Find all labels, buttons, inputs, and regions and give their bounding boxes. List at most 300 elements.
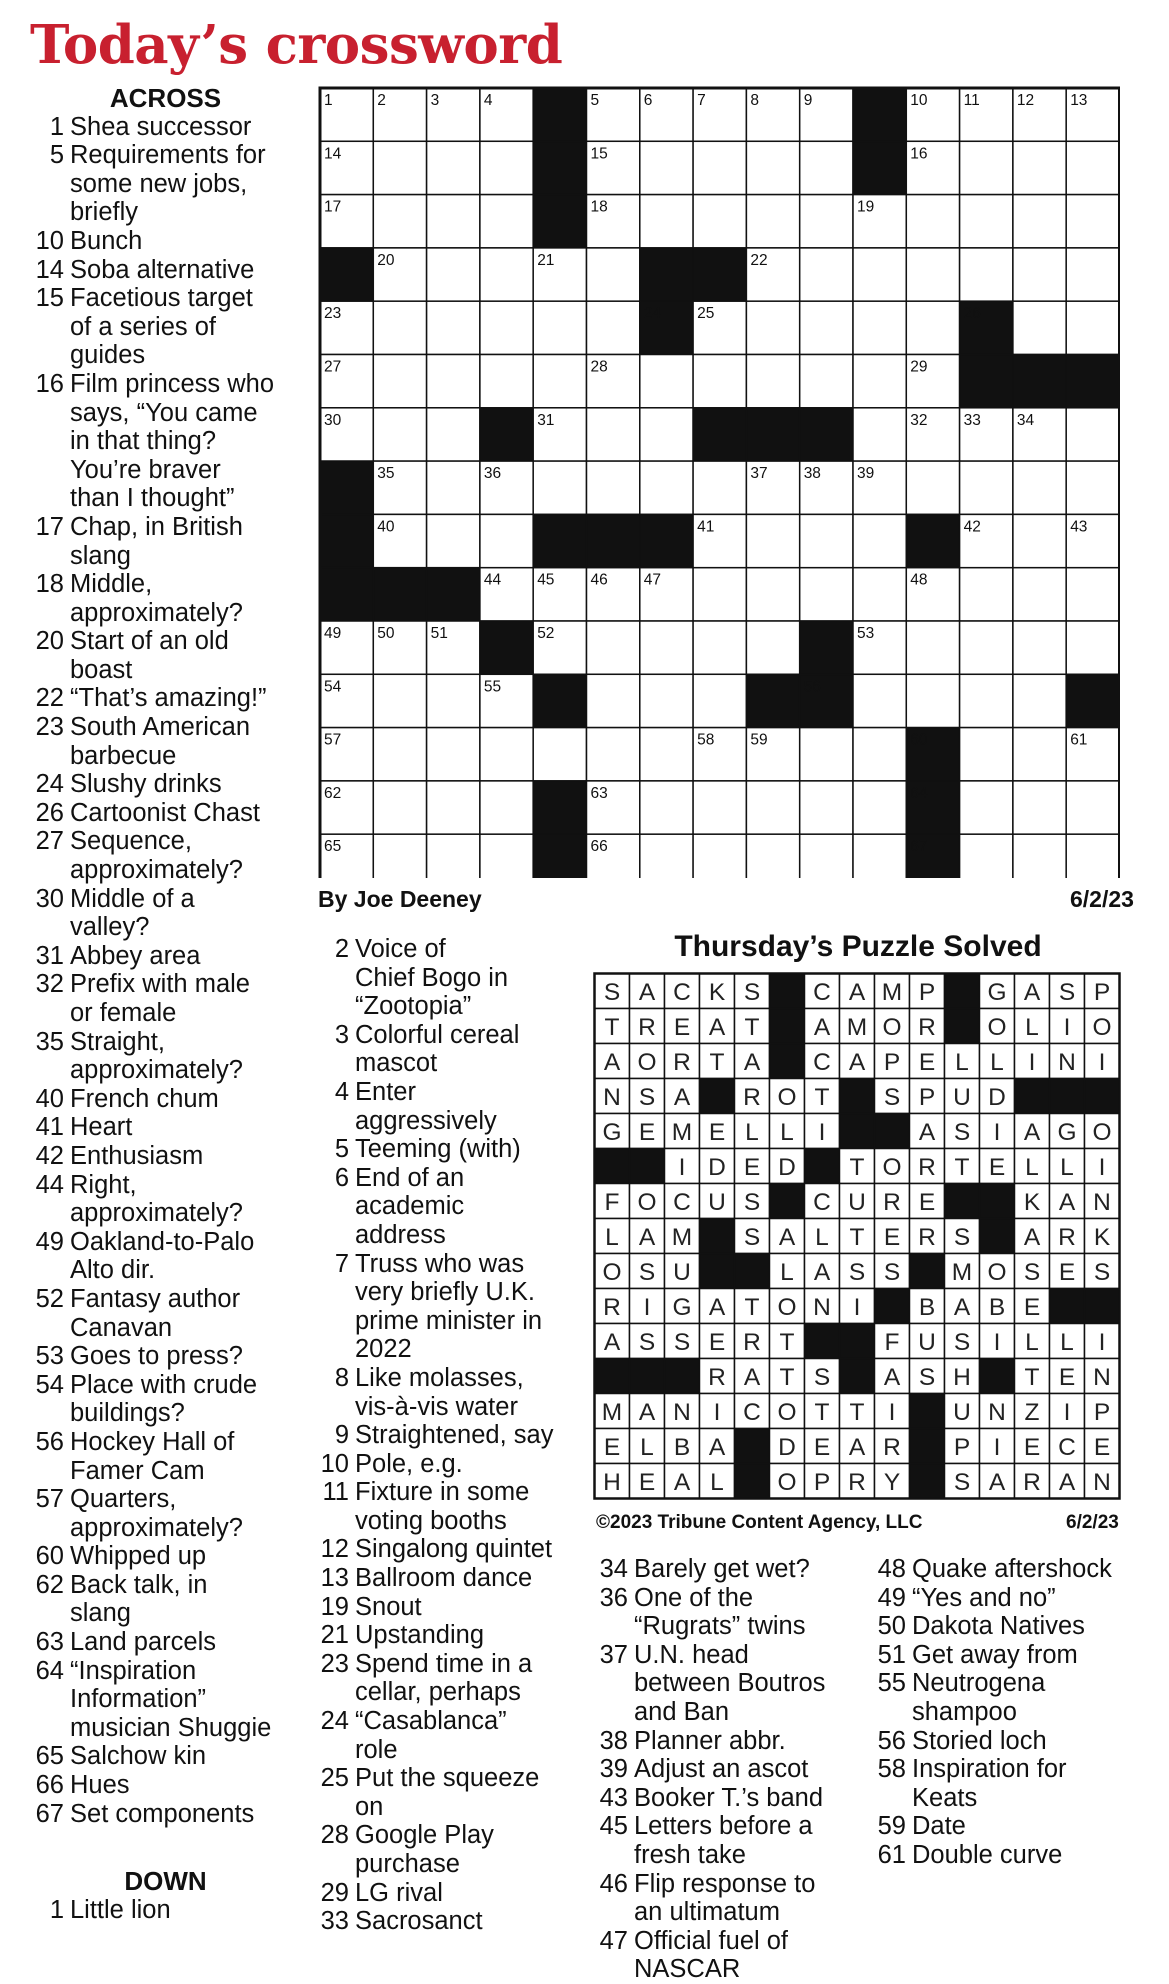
grid-cell[interactable] — [427, 408, 480, 461]
cell-number: 36 — [483, 465, 502, 483]
clue-text-line: approximately? — [70, 1513, 243, 1542]
grid-cell[interactable] — [853, 248, 906, 301]
black-square — [910, 1429, 945, 1464]
clue-text-line: Information” — [70, 1685, 207, 1714]
grid-cell[interactable] — [640, 834, 693, 878]
clue-across-41 — [28, 1113, 303, 1142]
clue-text-line: Neutrogena — [912, 1669, 1046, 1698]
cell-number: 33 — [963, 411, 981, 429]
grid-cell[interactable] — [373, 355, 426, 408]
grid-cell[interactable] — [587, 408, 640, 461]
grid-cell[interactable] — [853, 834, 906, 878]
grid-cell[interactable] — [533, 301, 586, 354]
grid-cell[interactable] — [693, 461, 746, 514]
grid-cell[interactable] — [587, 248, 640, 301]
grid-cell[interactable] — [427, 834, 480, 878]
solution-letter: I — [993, 1119, 1001, 1147]
grid-cell[interactable] — [800, 514, 853, 567]
copyright-notice: ©2023 Tribune Content Agency, LLC — [596, 1512, 923, 1533]
solution-letter: S — [883, 1084, 901, 1112]
solution-letter: L — [640, 1434, 654, 1462]
grid-cell[interactable] — [640, 621, 693, 674]
grid-cell[interactable] — [853, 568, 906, 621]
cell-number: 13 — [1070, 92, 1088, 109]
grid-cell[interactable] — [1066, 195, 1119, 248]
grid-cell[interactable] — [373, 728, 426, 781]
grid-cell[interactable] — [480, 834, 533, 878]
grid-cell[interactable] — [427, 301, 480, 354]
solution-letter: L — [780, 1119, 794, 1147]
clue-across-53 — [28, 1342, 303, 1371]
grid-cell[interactable] — [746, 141, 799, 194]
solution-letter: N — [1093, 1469, 1111, 1497]
clue-text-line: Singalong quintet — [355, 1535, 553, 1564]
grid-cell[interactable] — [960, 568, 1013, 621]
black-square — [800, 621, 853, 674]
black-square — [910, 1394, 945, 1429]
solution-letter: O — [602, 1259, 622, 1287]
grid-cell[interactable] — [800, 834, 853, 878]
black-square — [533, 781, 586, 834]
grid-cell[interactable] — [1013, 141, 1066, 194]
down-clues-col1 — [28, 1867, 303, 1924]
solution-letter: C — [1058, 1434, 1076, 1462]
grid-cell[interactable] — [800, 141, 853, 194]
clue-text-line: role — [355, 1735, 398, 1764]
grid-cell[interactable] — [373, 301, 426, 354]
grid-cell[interactable] — [960, 834, 1013, 878]
grid-cell[interactable] — [1013, 514, 1066, 567]
clue-down-58 — [870, 1755, 1160, 1812]
grid-cell[interactable] — [693, 781, 746, 834]
grid-cell[interactable] — [1066, 141, 1119, 194]
grid-cell[interactable] — [427, 248, 480, 301]
clue-number: 24 — [320, 1707, 349, 1736]
solution-letter: H — [603, 1469, 621, 1497]
solution-letter: A — [708, 1294, 726, 1322]
black-square — [693, 248, 746, 301]
grid-cell[interactable] — [853, 728, 906, 781]
solution-letter: A — [848, 1434, 866, 1462]
clue-number: 1 — [49, 1895, 64, 1924]
clue-text-line: Colorful cereal — [355, 1020, 520, 1049]
grid-cell[interactable] — [1066, 781, 1119, 834]
black-square — [1066, 355, 1119, 408]
solution-letter: R — [883, 1189, 901, 1217]
grid-cell[interactable] — [640, 355, 693, 408]
clue-text-line: Ballroom dance — [355, 1564, 533, 1593]
clue-across-15 — [28, 284, 303, 370]
cell-number: 26 — [963, 305, 981, 323]
clue-text-line: Quake aftershock — [912, 1555, 1112, 1583]
clue-down-34 — [592, 1555, 867, 1584]
grid-cell[interactable] — [853, 355, 906, 408]
clue-number: 29 — [320, 1878, 349, 1907]
grid-cell[interactable] — [427, 195, 480, 248]
grid-cell[interactable] — [427, 514, 480, 567]
grid-cell[interactable] — [960, 781, 1013, 834]
grid-cell[interactable] — [1013, 195, 1066, 248]
grid-cell[interactable] — [1013, 301, 1066, 354]
grid-cell[interactable] — [640, 195, 693, 248]
clue-text-line: Put the squeeze — [355, 1764, 540, 1793]
grid-cell[interactable] — [693, 568, 746, 621]
grid-cell[interactable] — [906, 248, 959, 301]
cell-number: 10 — [910, 92, 928, 109]
solution-letter: O — [882, 1154, 902, 1182]
clue-across-57 — [28, 1485, 303, 1542]
grid-cell[interactable] — [587, 461, 640, 514]
grid-cell[interactable] — [800, 301, 853, 354]
clue-number: 63 — [35, 1628, 64, 1657]
grid-cell[interactable] — [746, 195, 799, 248]
solution-letter: A — [1023, 1224, 1041, 1252]
cell-number: 4 — [483, 92, 493, 109]
clue-number: 56 — [35, 1427, 64, 1456]
clue-number: 34 — [599, 1555, 628, 1583]
solution-letter: E — [988, 1154, 1006, 1182]
solution-letter: T — [814, 1084, 830, 1112]
grid-cell[interactable] — [373, 141, 426, 194]
grid-cell[interactable] — [906, 621, 959, 674]
clue-across-17 — [28, 513, 303, 570]
byline-author: By Joe Deeney — [318, 886, 482, 912]
clue-text-line: Enthusiasm — [70, 1141, 204, 1170]
clue-text-line: Truss who was — [355, 1249, 525, 1278]
grid-cell[interactable] — [746, 834, 799, 878]
clue-text-line: Booker T.’s band — [634, 1783, 824, 1812]
cell-number: 16 — [910, 145, 928, 163]
solution-letter: C — [813, 1049, 831, 1077]
grid-cell[interactable] — [587, 674, 640, 727]
grid-cell[interactable] — [746, 514, 799, 567]
solution-letter: M — [881, 979, 903, 1007]
grid-cell[interactable] — [1066, 568, 1119, 621]
solution-letter: A — [603, 1329, 621, 1357]
clue-text-line: Land parcels — [70, 1628, 217, 1657]
clue-number: 10 — [320, 1449, 349, 1478]
cell-number: 18 — [590, 198, 608, 216]
grid-cell[interactable] — [800, 728, 853, 781]
grid-cell[interactable] — [800, 781, 853, 834]
solution-letter: E — [813, 1434, 831, 1462]
clue-text-line: musician Shuggie — [70, 1713, 272, 1742]
grid-cell[interactable] — [1013, 248, 1066, 301]
clue-text-line: Fantasy author — [70, 1284, 241, 1313]
grid-cell[interactable] — [853, 674, 906, 727]
grid-cell[interactable] — [960, 621, 1013, 674]
solution-letter: K — [1023, 1189, 1041, 1217]
black-square — [640, 248, 693, 301]
cell-number: 66 — [590, 838, 608, 856]
clue-down-7 — [313, 1250, 583, 1364]
grid-cell[interactable] — [480, 355, 533, 408]
grid-cell[interactable] — [800, 195, 853, 248]
clue-number: 31 — [35, 941, 64, 970]
black-square — [665, 1359, 700, 1394]
grid-cell[interactable] — [587, 728, 640, 781]
clue-text-line: fresh take — [634, 1840, 746, 1869]
grid-cell[interactable] — [906, 674, 959, 727]
solution-letter: A — [1058, 1469, 1076, 1497]
cell-number: 62 — [324, 784, 342, 802]
solution-letter: A — [1023, 979, 1041, 1007]
grid-cell[interactable] — [373, 674, 426, 727]
solution-letter: T — [744, 1014, 760, 1042]
clue-number: 46 — [599, 1869, 628, 1898]
grid-cell[interactable] — [480, 728, 533, 781]
grid-cell[interactable] — [587, 301, 640, 354]
clue-text-line: Planner abbr. — [634, 1726, 786, 1755]
clue-text-line: Chief Bogo in — [355, 963, 509, 992]
cell-number: 52 — [537, 625, 555, 642]
grid-cell[interactable] — [693, 834, 746, 878]
grid-cell[interactable] — [480, 514, 533, 567]
clue-across-1 — [28, 113, 303, 142]
grid-cell[interactable] — [1013, 674, 1066, 727]
clue-text-line: guides — [70, 341, 146, 370]
solution-letter: S — [603, 979, 621, 1007]
clue-text-line: “Rugrats” twins — [634, 1612, 806, 1641]
clue-text-line: address — [355, 1220, 446, 1249]
grid-cell[interactable] — [746, 781, 799, 834]
grid-cell[interactable] — [480, 248, 533, 301]
grid-cell[interactable] — [693, 621, 746, 674]
solution-letter: O — [882, 1014, 902, 1042]
grid-cell[interactable] — [1013, 781, 1066, 834]
clue-number: 41 — [35, 1113, 64, 1142]
black-square — [1066, 674, 1119, 727]
clue-text-line: Straightened, say — [355, 1421, 554, 1450]
black-square — [1013, 355, 1066, 408]
grid-cell[interactable] — [427, 461, 480, 514]
clue-text-line: Set components — [70, 1799, 255, 1828]
solution-letter: A — [848, 1049, 866, 1077]
clue-down-48 — [870, 1555, 1160, 1584]
solution-letter: S — [638, 1259, 656, 1287]
solution-letter: O — [987, 1014, 1007, 1042]
grid-cell[interactable] — [693, 195, 746, 248]
grid-cell[interactable] — [640, 141, 693, 194]
grid-cell[interactable] — [480, 301, 533, 354]
grid-cell[interactable] — [960, 195, 1013, 248]
clue-number: 36 — [599, 1583, 628, 1612]
solution-letter: A — [638, 979, 656, 1007]
cell-number: 59 — [750, 731, 768, 749]
clue-across-16 — [28, 370, 303, 513]
grid-cell[interactable] — [427, 141, 480, 194]
grid-cell[interactable] — [533, 355, 586, 408]
clue-down-13 — [313, 1564, 583, 1593]
clue-text-line: Hockey Hall of — [70, 1427, 235, 1456]
grid-cell[interactable] — [640, 728, 693, 781]
solution-letter: Y — [883, 1469, 901, 1497]
grid-cell[interactable] — [1013, 621, 1066, 674]
black-square — [630, 1359, 665, 1394]
black-square — [480, 621, 533, 674]
grid-cell[interactable] — [480, 195, 533, 248]
clue-down-9 — [313, 1421, 583, 1450]
grid-cell[interactable] — [427, 728, 480, 781]
grid-cell[interactable] — [960, 141, 1013, 194]
black-square — [700, 1219, 735, 1254]
grid-cell[interactable] — [1013, 728, 1066, 781]
clue-across-40 — [28, 1085, 303, 1114]
black-square — [840, 1324, 875, 1359]
grid-cell[interactable] — [746, 568, 799, 621]
black-square — [980, 1184, 1015, 1219]
clue-number: 56 — [877, 1726, 906, 1755]
cell-number: 53 — [857, 625, 875, 642]
across-clues — [28, 84, 303, 1828]
grid-cell[interactable] — [853, 408, 906, 461]
cell-number: 35 — [377, 465, 395, 483]
clue-number: 23 — [35, 713, 64, 742]
black-square — [320, 248, 373, 301]
solution-letter: I — [818, 1119, 826, 1147]
clue-number: 24 — [35, 770, 64, 799]
grid-cell[interactable] — [1066, 834, 1119, 878]
grid-cell[interactable] — [1066, 408, 1119, 461]
solution-letter: C — [673, 1189, 691, 1217]
solution-letter: L — [815, 1224, 829, 1252]
clue-text-line: in that thing? — [70, 427, 217, 456]
grid-cell[interactable] — [373, 781, 426, 834]
down-clues-col4 — [870, 1555, 1160, 1870]
solution-letter: O — [1092, 1014, 1112, 1042]
grid-cell[interactable] — [853, 781, 906, 834]
clue-text-line: than I thought” — [70, 484, 235, 513]
solution-letter: A — [918, 1119, 936, 1147]
clue-number: 30 — [35, 884, 64, 913]
grid-cell[interactable] — [640, 461, 693, 514]
solution-letter: S — [813, 1364, 831, 1392]
clue-number: 28 — [320, 1821, 349, 1850]
clue-number: 12 — [320, 1535, 349, 1564]
clue-down-6 — [313, 1164, 583, 1250]
grid-cell[interactable] — [1066, 461, 1119, 514]
clue-down-19 — [313, 1593, 583, 1622]
grid-cell[interactable] — [640, 674, 693, 727]
crossword-grid[interactable] — [318, 86, 1120, 878]
black-square — [587, 514, 640, 567]
grid-cell[interactable] — [373, 195, 426, 248]
black-square — [875, 1114, 910, 1149]
grid-cell[interactable] — [1013, 568, 1066, 621]
clue-number: 4 — [334, 1077, 349, 1106]
clue-text-line: Spend time in a — [355, 1649, 533, 1678]
cell-number: 20 — [377, 251, 395, 269]
black-square — [595, 1359, 630, 1394]
grid-cell[interactable] — [1066, 248, 1119, 301]
clue-text-line: slang — [70, 541, 131, 570]
grid-cell[interactable] — [1013, 834, 1066, 878]
grid-cell[interactable] — [1066, 621, 1119, 674]
grid-cell[interactable] — [480, 781, 533, 834]
solution-letter: I — [1098, 1154, 1106, 1182]
solution-letter: T — [849, 1224, 865, 1252]
cell-number: 46 — [590, 571, 608, 589]
solution-letter: U — [708, 1189, 726, 1217]
clue-text-line: Flip response to — [634, 1869, 816, 1898]
grid-cell[interactable] — [480, 141, 533, 194]
solution-letter: T — [1024, 1364, 1040, 1392]
grid-cell[interactable] — [960, 248, 1013, 301]
grid-cell[interactable] — [960, 674, 1013, 727]
grid-cell[interactable] — [800, 248, 853, 301]
grid-cell[interactable] — [800, 568, 853, 621]
solution-letter: L — [745, 1119, 759, 1147]
solution-letter: A — [953, 1294, 971, 1322]
grid-cell[interactable] — [800, 355, 853, 408]
solution-letter: F — [884, 1329, 900, 1357]
clue-number: 5 — [334, 1135, 349, 1164]
grid-cell[interactable] — [640, 781, 693, 834]
clue-text-line: Whipped up — [70, 1542, 207, 1571]
solution-letter: R — [918, 1014, 936, 1042]
grid-cell[interactable] — [906, 195, 959, 248]
solution-letter: L — [955, 1049, 969, 1077]
grid-cell[interactable] — [533, 728, 586, 781]
grid-cell[interactable] — [746, 621, 799, 674]
grid-cell[interactable] — [587, 621, 640, 674]
grid-cell[interactable] — [427, 674, 480, 727]
grid-cell[interactable] — [906, 461, 959, 514]
grid-cell[interactable] — [693, 141, 746, 194]
grid-cell[interactable] — [693, 355, 746, 408]
solution-letter: A — [778, 1224, 796, 1252]
clue-text-line: some new jobs, — [70, 169, 248, 198]
solution-letter: T — [849, 1399, 865, 1427]
grid-cell[interactable] — [853, 514, 906, 567]
grid-cell[interactable] — [746, 355, 799, 408]
grid-cell[interactable] — [373, 408, 426, 461]
solution-letter: E — [673, 1014, 691, 1042]
black-square — [1050, 1289, 1085, 1324]
solution-letter: R — [1058, 1224, 1076, 1252]
cell-number: 19 — [857, 198, 875, 216]
solution-letter: R — [883, 1434, 901, 1462]
cell-number: 5 — [590, 92, 600, 109]
grid-cell[interactable] — [906, 301, 959, 354]
solution-letter: D — [778, 1154, 796, 1182]
grid-cell[interactable] — [427, 781, 480, 834]
solution-letter: S — [918, 1364, 936, 1392]
grid-cell[interactable] — [1066, 301, 1119, 354]
grid-cell[interactable] — [693, 674, 746, 727]
grid-cell[interactable] — [373, 834, 426, 878]
grid-cell[interactable] — [533, 461, 586, 514]
grid-cell[interactable] — [427, 355, 480, 408]
grid-cell[interactable] — [1013, 461, 1066, 514]
grid-cell[interactable] — [960, 728, 1013, 781]
clue-number: 3 — [334, 1020, 349, 1049]
grid-cell[interactable] — [640, 408, 693, 461]
solution-letter: D — [988, 1084, 1006, 1112]
clue-number: 52 — [35, 1284, 64, 1313]
cell-number: 23 — [324, 305, 342, 323]
clue-text-line: Double curve — [912, 1840, 1063, 1869]
grid-cell[interactable] — [746, 301, 799, 354]
clue-text-line: 2022 — [355, 1335, 412, 1364]
clue-text-line: “Inspiration — [70, 1656, 197, 1685]
grid-cell[interactable] — [960, 461, 1013, 514]
black-square — [853, 88, 906, 141]
grid-cell[interactable] — [853, 301, 906, 354]
cell-number: 1 — [324, 92, 333, 109]
solution-letter: B — [673, 1434, 691, 1462]
clue-number: 2 — [334, 935, 349, 963]
